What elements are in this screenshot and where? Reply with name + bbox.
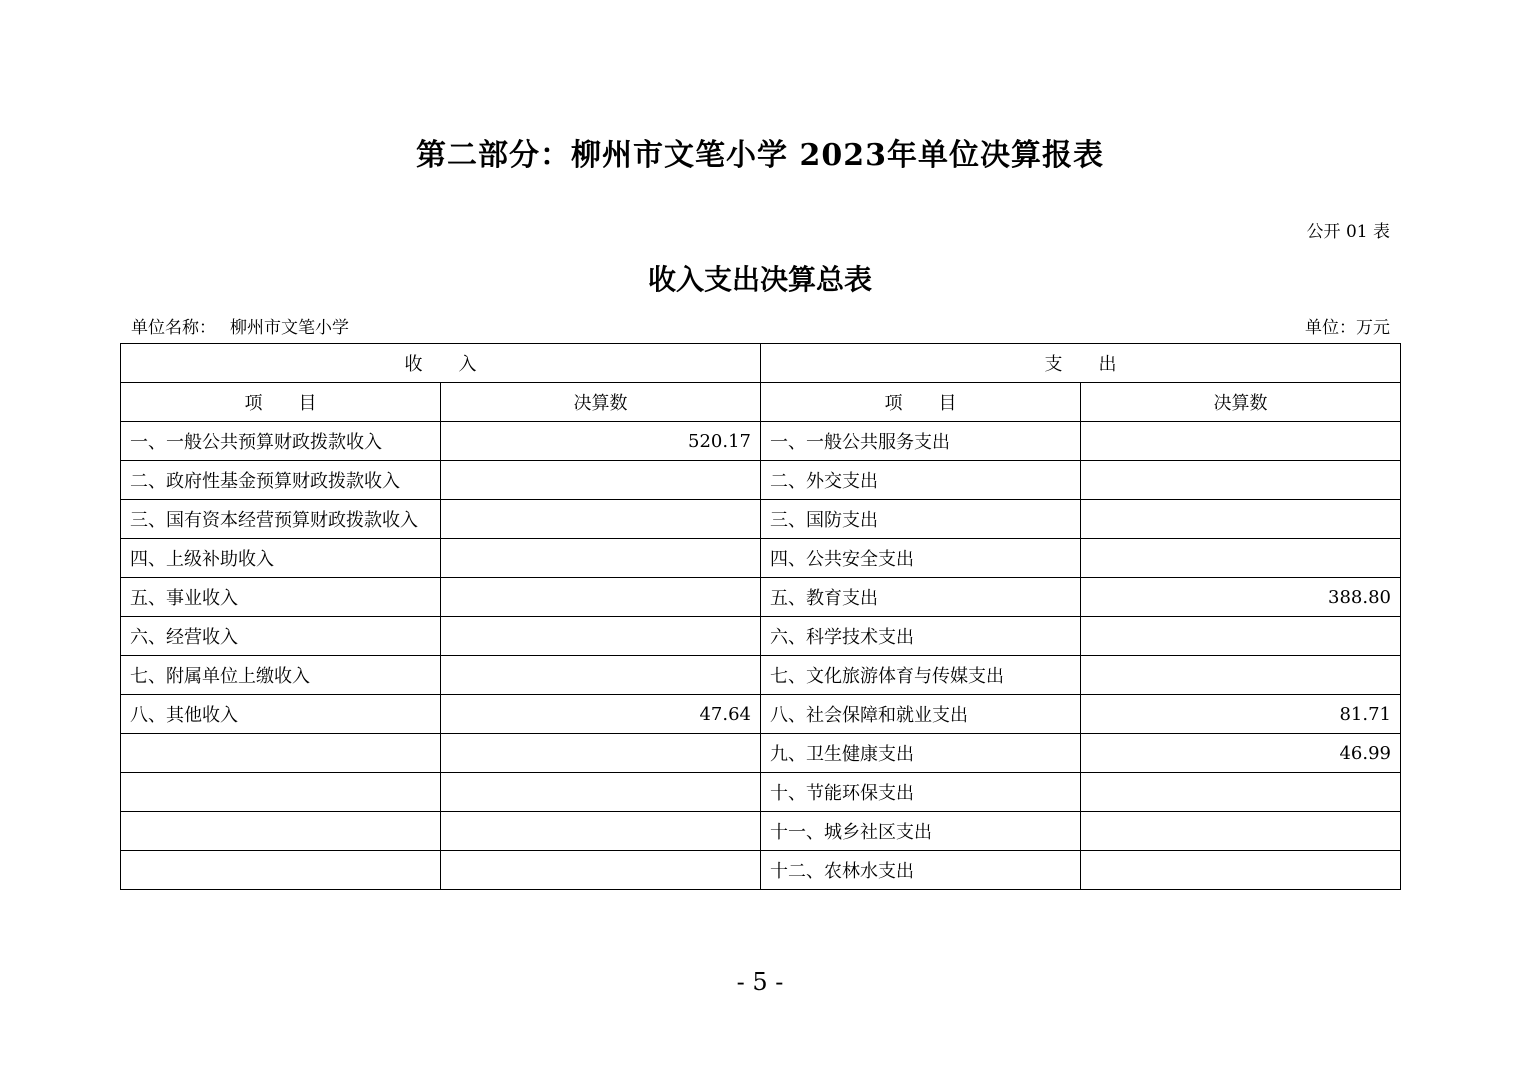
unit-name [131,313,349,338]
expense-item-cell: 十二、农林水支出 [761,851,1081,890]
expense-item-cell: 六、科学技术支出 [761,617,1081,656]
table-row [121,734,1401,773]
table-title: 收入支出决算总表 [647,263,872,296]
currency-unit: 单位：万元 [1305,318,1390,338]
table-row [121,539,1401,578]
income-amount-cell [441,773,761,812]
table-row [121,656,1401,695]
income-item-cell [121,851,441,890]
income-section-header: 收 入 [121,344,761,383]
income-item-cell: 二、政府性基金预算财政拨款收入 [121,461,441,500]
expense-amount-cell [1081,851,1401,890]
table-row [121,617,1401,656]
income-item-cell: 一、一般公共预算财政拨款收入 [121,422,441,461]
table-row [121,773,1401,812]
expense-item-cell: 十一、城乡社区支出 [761,812,1081,851]
expense-amount-cell [1081,773,1401,812]
expense-amount-cell: 388.80 [1081,578,1401,617]
income-amount-cell: 47.64 [441,695,761,734]
income-amount-cell [441,539,761,578]
expense-amount-cell [1081,422,1401,461]
expense-amount-cell [1081,539,1401,578]
income-item-cell: 三、国有资本经营预算财政拨款收入 [121,500,441,539]
income-amount-cell [441,656,761,695]
table-row [121,578,1401,617]
income-amount-cell [441,734,761,773]
income-amount-cell [441,461,761,500]
table-row [121,851,1401,890]
table-row [121,422,1401,461]
expense-amount-cell [1081,461,1401,500]
expense-amount-cell [1081,617,1401,656]
income-item-cell [121,812,441,851]
expense-item-cell: 五、教育支出 [761,578,1081,617]
document-title: 第二部分：柳州市文笔小学 2023年单位决算报表 [416,138,1104,173]
unit-name-label: 单位名称： [131,318,216,338]
expense-item-cell: 四、公共安全支出 [761,539,1081,578]
table-row [121,695,1401,734]
income-item-cell: 七、附属单位上缴收入 [121,656,441,695]
expense-section-header: 支 出 [761,344,1401,383]
expense-amount-cell [1081,500,1401,539]
expense-item-cell: 十、节能环保支出 [761,773,1081,812]
form-code: 公开 01 表 [1306,222,1390,242]
income-amount-cell [441,851,761,890]
expense-item-cell: 七、文化旅游体育与传媒支出 [761,656,1081,695]
income-amount-cell [441,812,761,851]
income-item-cell [121,773,441,812]
expense-amount-cell [1081,656,1401,695]
expense-item-cell: 九、卫生健康支出 [761,734,1081,773]
expense-item-cell: 一、一般公共服务支出 [761,422,1081,461]
expense-amount-cell: 46.99 [1081,734,1401,773]
expense-item-header: 项 目 [761,383,1081,422]
expense-amount-header: 决算数 [1081,383,1401,422]
income-item-cell: 六、经营收入 [121,617,441,656]
income-item-header: 项 目 [121,383,441,422]
income-item-cell: 四、上级补助收入 [121,539,441,578]
expense-amount-cell [1081,812,1401,851]
income-amount-cell [441,617,761,656]
income-item-cell: 八、其他收入 [121,695,441,734]
page-number: - 5 - [736,968,784,996]
table-row [121,812,1401,851]
table-row [121,461,1401,500]
income-item-cell [121,734,441,773]
table-row [121,500,1401,539]
income-expense-table [120,343,1401,890]
column-header-row [121,383,1401,422]
income-amount-cell: 520.17 [441,422,761,461]
section-header-row [121,344,1401,383]
expense-item-cell: 三、国防支出 [761,500,1081,539]
income-item-cell: 五、事业收入 [121,578,441,617]
income-amount-cell [441,578,761,617]
income-amount-cell [441,500,761,539]
unit-name-value: 柳州市文笔小学 [230,318,349,338]
income-amount-header: 决算数 [441,383,761,422]
expense-item-cell: 二、外交支出 [761,461,1081,500]
expense-item-cell: 八、社会保障和就业支出 [761,695,1081,734]
expense-amount-cell: 81.71 [1081,695,1401,734]
